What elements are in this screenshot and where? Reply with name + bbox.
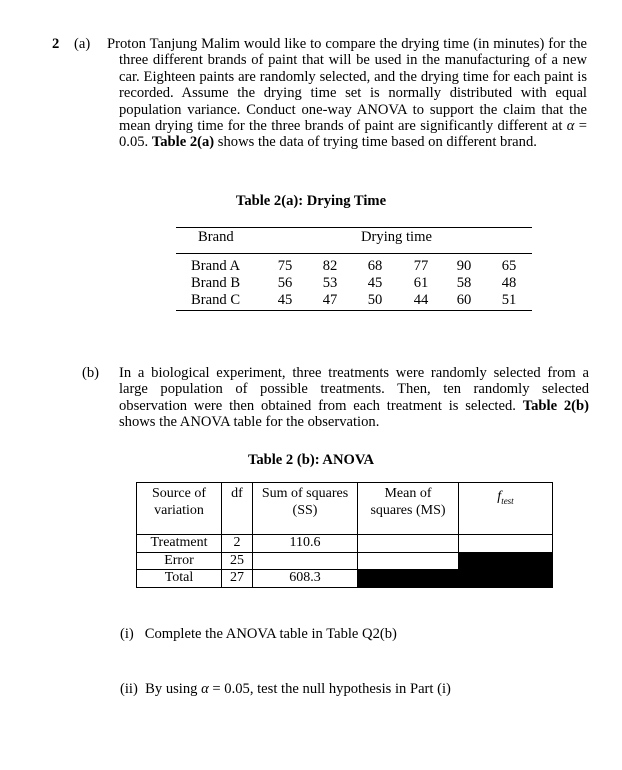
header-ms-line1: Mean of	[384, 486, 432, 501]
table-2a-header-brand: Brand	[198, 229, 234, 245]
table-2a-row-label: Brand B	[191, 275, 241, 291]
df-cell: 2	[222, 535, 253, 553]
alpha-symbol: α	[566, 118, 575, 135]
alpha-symbol: α	[201, 681, 209, 697]
table-2a-cell: 45	[277, 292, 293, 308]
df-cell: 25	[222, 552, 253, 570]
question-i-label: (i)	[120, 626, 134, 642]
table-2a-cell: 47	[322, 292, 338, 308]
ss-cell: 608.3	[253, 570, 358, 588]
ss-cell	[253, 552, 358, 570]
table-2a-bottom-rule	[176, 310, 532, 311]
header-ss	[253, 483, 358, 535]
table-2a-cell: 50	[367, 292, 383, 308]
header-source-line2: variation	[154, 502, 204, 518]
ms-cell	[358, 535, 459, 553]
header-ms-line2: squares (MS)	[370, 502, 446, 518]
table-2a-cell: 60	[456, 292, 472, 308]
table-2a-cell: 61	[413, 275, 429, 291]
anova-row-error	[137, 552, 553, 570]
table-2a-cell: 44	[413, 292, 429, 308]
question-i	[120, 626, 397, 643]
part-a-paragraph	[107, 36, 587, 151]
table-2a-cell: 75	[277, 258, 293, 274]
part-a-text-3: shows the data of trying time based on different brand.	[214, 134, 537, 151]
header-ss-line2: (SS)	[292, 502, 318, 518]
table-2a-title: Table 2(a): Drying Time	[235, 193, 387, 209]
table-2a-cell: 56	[277, 275, 293, 291]
table-2a-cell: 48	[501, 275, 517, 291]
part-a-label: (a)	[74, 36, 91, 52]
ss-cell: 110.6	[253, 535, 358, 553]
part-a-text-1: for the three different brands of paint that will be used in the manufacturing of a new car. Eighteen paints are randomly selected, and the drying time for each paint is recorded. Assume the drying time set is normally distributed with equal population variance. Conduct one-way ANOVA to support the claim that the mean drying time for the three brands of paint are significantly different at	[119, 36, 587, 135]
anova-header-row	[137, 483, 553, 535]
part-a-lead-text: Proton Tanjung Malim would like to compare the drying time (in minutes)	[107, 36, 545, 52]
table-2b-reference: Table 2(b)	[522, 397, 590, 414]
question-i-text: Complete the ANOVA table in Table Q2(b)	[144, 626, 397, 642]
question-ii-label: (ii)	[120, 681, 138, 697]
table-2a-cell: 58	[456, 275, 472, 291]
f-symbol: f	[497, 489, 502, 504]
header-source	[137, 483, 222, 535]
anova-row-total	[137, 570, 553, 588]
header-df: df	[222, 483, 253, 535]
part-a-text-2: = 0.05.	[119, 118, 587, 151]
table-2a-row-label: Brand A	[191, 258, 241, 274]
f-cell-blocked	[459, 552, 553, 570]
ms-cell-blocked	[358, 570, 459, 588]
question-number: 2	[52, 36, 60, 52]
df-cell: 27	[222, 570, 253, 588]
header-ms	[358, 483, 459, 535]
table-2a-row-label: Brand C	[191, 292, 241, 308]
table-2a-cell: 51	[501, 292, 517, 308]
part-b-text-1: In a biological experiment, three treatments were randomly selected from a large population of possible treatments. Then, ten randomly selected observation were then obtained from each treatment is selected.	[119, 365, 589, 414]
table-2a-header-rule	[176, 253, 532, 254]
part-b-text-2: shows the ANOVA table for the observation.	[119, 414, 380, 431]
source-cell: Error	[137, 552, 222, 570]
header-f-test	[459, 483, 553, 535]
table-2a-cell: 68	[367, 258, 383, 274]
source-cell: Treatment	[137, 535, 222, 553]
f-cell	[459, 535, 553, 553]
question-ii-text-2: = 0.05, test the null hypothesis in Part (i)	[208, 681, 451, 697]
f-cell-blocked	[459, 570, 553, 588]
anova-table	[136, 482, 553, 588]
table-2a-cell: 65	[501, 258, 517, 274]
anova-row-treatment	[137, 535, 553, 553]
question-ii-text-1: By using	[145, 681, 202, 697]
table-2a-cell: 53	[322, 275, 338, 291]
part-b-label: (b)	[82, 365, 100, 381]
header-source-line1: Source of	[151, 486, 207, 501]
ms-cell	[358, 552, 459, 570]
table-2a-cell: 45	[367, 275, 383, 291]
table-2a-cell: 77	[413, 258, 429, 274]
source-cell: Total	[137, 570, 222, 588]
table-2a-cell: 82	[322, 258, 338, 274]
header-ss-line1: Sum of squares	[261, 486, 349, 501]
question-ii	[120, 681, 451, 698]
table-2a-header-drying-time: Drying time	[361, 229, 432, 245]
table-2a-cell: 90	[456, 258, 472, 274]
table-2b-title: Table 2 (b): ANOVA	[247, 452, 375, 468]
table-2a-reference: Table 2(a)	[151, 134, 215, 151]
f-subscript: test	[501, 495, 514, 506]
part-b-paragraph	[119, 365, 589, 431]
table-2a-top-rule	[176, 227, 532, 228]
